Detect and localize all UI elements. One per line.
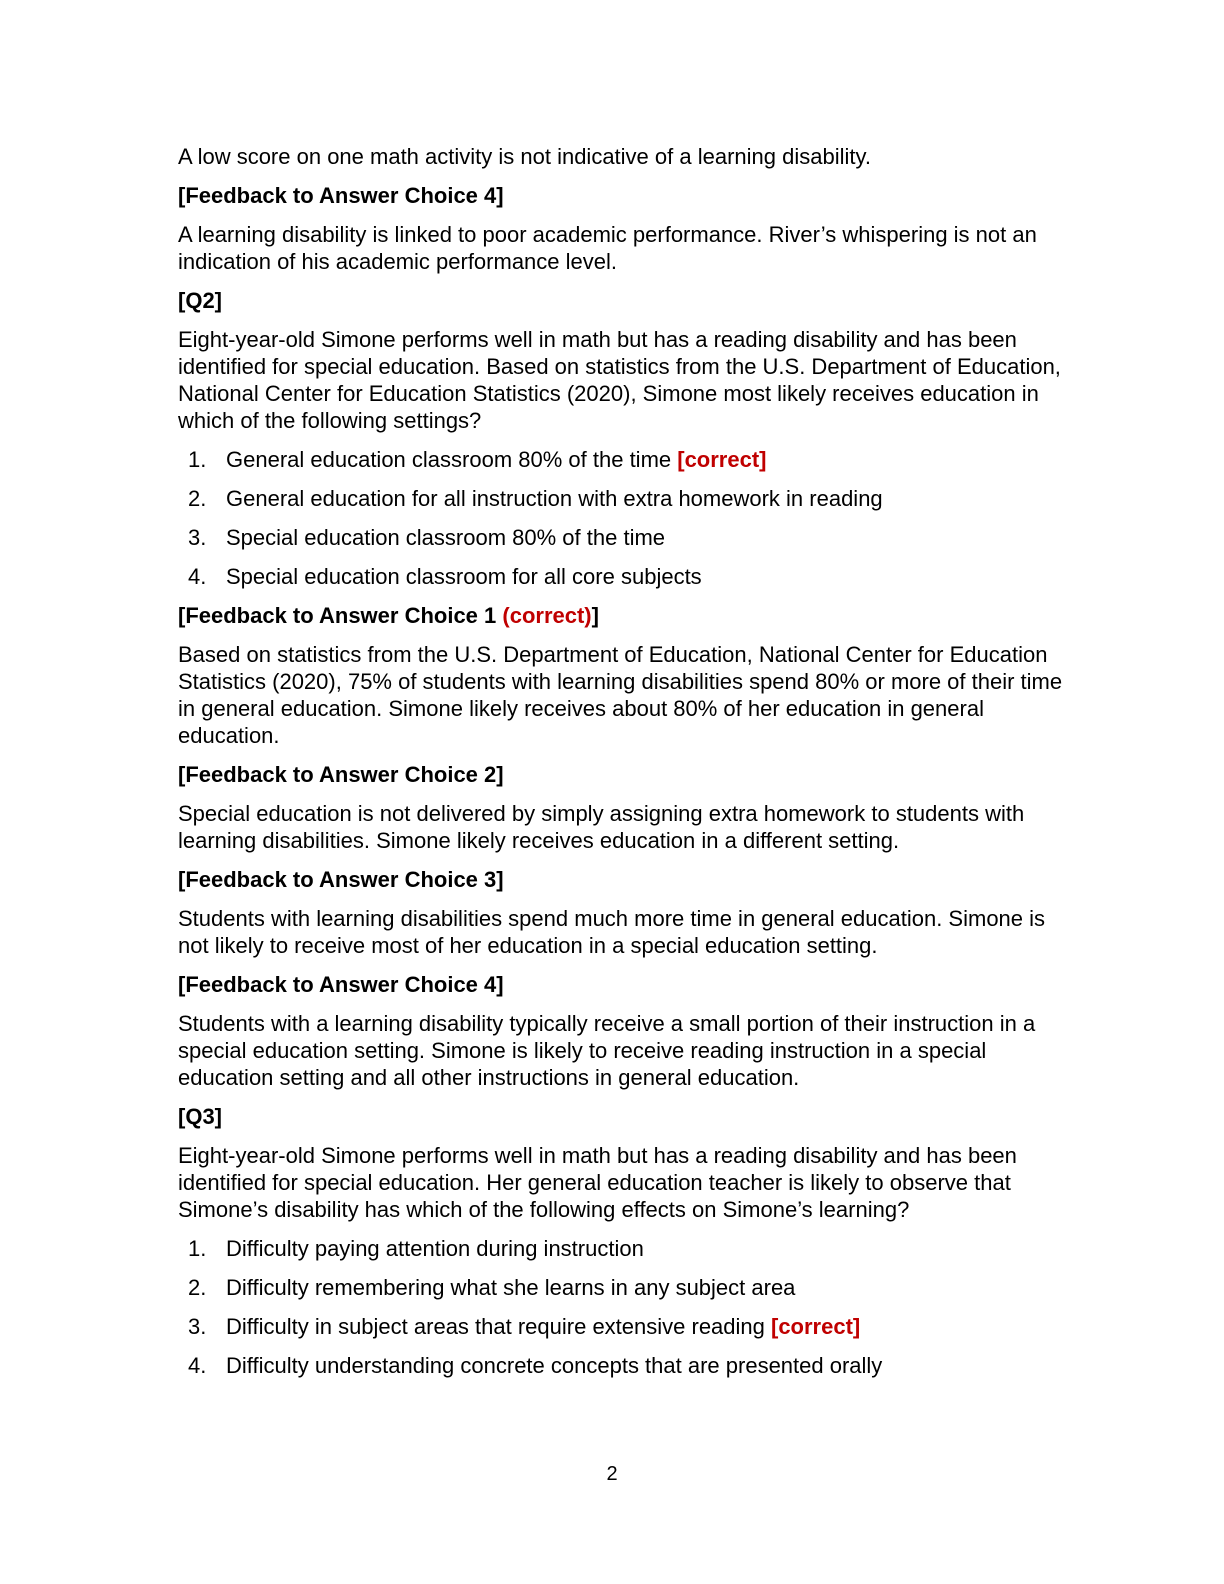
choice-text: General education for all instruction with extra homework in reading xyxy=(226,486,883,511)
choice-number: 3. xyxy=(188,525,207,550)
page-number: 2 xyxy=(606,1463,618,1485)
choice-number: 3. xyxy=(188,1314,207,1339)
answer-choice xyxy=(178,1235,1068,1262)
choice-text: Difficulty paying attention during instruction xyxy=(226,1236,644,1261)
correct-marker: [correct] xyxy=(677,447,767,472)
choice-text: Difficulty remembering what she learns in any subject area xyxy=(226,1275,796,1300)
choice-number: 1. xyxy=(188,447,207,472)
question-label-q3: [Q3] xyxy=(178,1104,222,1129)
answer-choice xyxy=(178,446,1068,473)
choice-text: Special education classroom for all core subjects xyxy=(226,564,702,589)
document-page xyxy=(178,143,1068,1391)
choice-number: 2. xyxy=(188,1275,207,1300)
correct-marker: [correct] xyxy=(771,1314,861,1339)
choice-text: General education classroom 80% of the time xyxy=(226,447,678,472)
feedback-heading-q2-3: [Feedback to Answer Choice 3] xyxy=(178,867,504,892)
feedback-heading-prev-4: [Feedback to Answer Choice 4] xyxy=(178,183,504,208)
choice-number: 4. xyxy=(188,1353,207,1378)
feedback-heading-q2-4: [Feedback to Answer Choice 4] xyxy=(178,972,504,997)
answer-choice xyxy=(178,485,1068,512)
choice-text: Special education classroom 80% of the time xyxy=(226,525,666,550)
feedback-text-prev-4: A learning disability is linked to poor academic performance. River’s whispering is not an indication of his academic performance level. xyxy=(178,222,1037,274)
feedback-text-q2-4: Students with a learning disability typically receive a small portion of their instruction in a special education setting. Simone is likely to receive reading instruction in a special education setting and all other instructions in general education. xyxy=(178,1011,1036,1090)
answer-choice xyxy=(178,563,1068,590)
question-label-q2: [Q2] xyxy=(178,288,222,313)
feedback-heading-close: ] xyxy=(591,603,599,628)
feedback-heading-q2-2: [Feedback to Answer Choice 2] xyxy=(178,762,504,787)
choice-number: 4. xyxy=(188,564,207,589)
answer-choice xyxy=(178,1352,1068,1379)
correct-marker: (correct) xyxy=(502,603,592,628)
answer-choice xyxy=(178,1274,1068,1301)
feedback-heading-q2-1 xyxy=(178,602,1068,629)
answer-choices-q3 xyxy=(178,1235,1068,1379)
feedback-text-q2-2: Special education is not delivered by simply assigning extra homework to students with learning disabilities. Simone likely receives education in a different setting. xyxy=(178,801,1025,853)
choice-text: Difficulty in subject areas that require extensive reading xyxy=(226,1314,771,1339)
answer-choice xyxy=(178,524,1068,551)
answer-choices-q2 xyxy=(178,446,1068,590)
intro-paragraph: A low score on one math activity is not indicative of a learning disability. xyxy=(178,144,871,169)
choice-text: Difficulty understanding concrete concepts that are presented orally xyxy=(226,1353,883,1378)
question-text-q2: Eight-year-old Simone performs well in math but has a reading disability and has been identified for special education. Based on statistics from the U.S. Department of Education, National Center for Education Statistics (2020), Simone most likely receives education in which of the following settings? xyxy=(178,327,1061,433)
feedback-text-q2-3: Students with learning disabilities spend much more time in general education. Simone is not likely to receive most of her education in a special education setting. xyxy=(178,906,1046,958)
feedback-text-q2-1: Based on statistics from the U.S. Department of Education, National Center for Education Statistics (2020), 75% of students with learning disabilities spend 80% or more of their time in general education. Simone likely receives about 80% of her education in general education. xyxy=(178,642,1063,748)
question-text-q3: Eight-year-old Simone performs well in math but has a reading disability and has been identified for special education. Her general education teacher is likely to observe that Simone’s disability has which of the following effects on Simone’s learning? xyxy=(178,1143,1017,1222)
choice-number: 1. xyxy=(188,1236,207,1261)
choice-number: 2. xyxy=(188,486,207,511)
answer-choice xyxy=(178,1313,1068,1340)
feedback-heading-text: [Feedback to Answer Choice 1 xyxy=(178,603,503,628)
